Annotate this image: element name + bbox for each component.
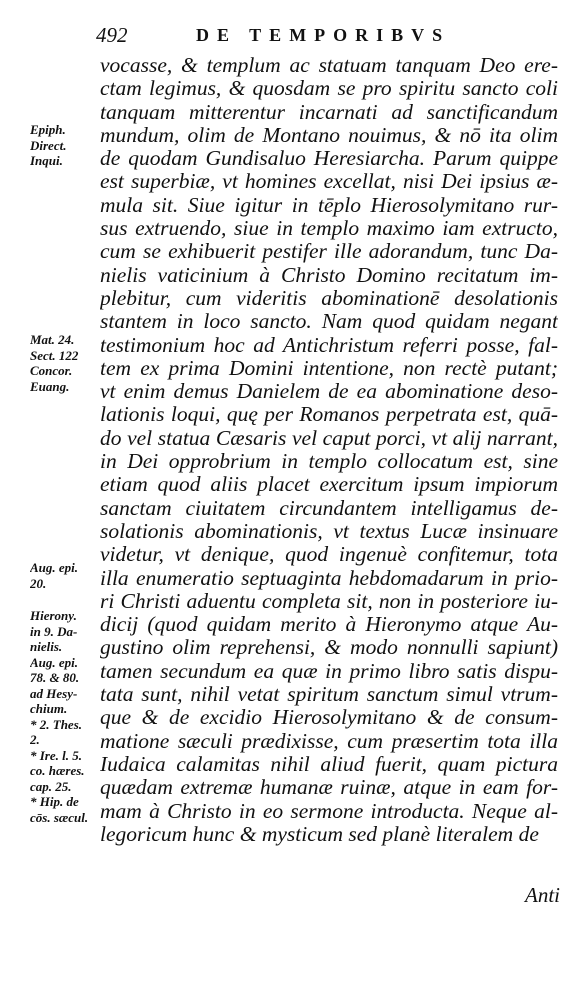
text-line: mula sit. Siue igitur in tēplo Hierosolymitano rur-: [100, 193, 558, 217]
text-line: do vel statua Cæsaris vel caput porci, vt alij narrant,: [100, 426, 558, 450]
margin-note-line: cōs. sæcul.: [30, 809, 89, 825]
margin-note-line: ad Hesy-: [30, 685, 78, 701]
text-line: tem ex prima Domini intentione, non rectè putant;: [100, 356, 558, 380]
text-line: in Dei opprobrium in templo collocatum est, sine: [100, 450, 558, 474]
margin-note-line: 2.: [30, 732, 40, 747]
text-line: nielis vaticinium à Christo Domino recitatum im-: [100, 263, 558, 287]
text-line: cum se exhibuerit pestifer ille adorandum, tunc Da-: [100, 240, 558, 264]
text-line: solationis abominationis, vt textus Lucæ insinuare: [100, 519, 558, 543]
text-line: tata sunt, nihil vetat spiritum sanctum simul vtrum-: [100, 683, 558, 707]
margin-note-line: Hierony.: [30, 608, 77, 623]
margin-note-line: Concor.: [30, 363, 73, 378]
page-header: [96, 18, 556, 52]
text-line: legoricum hunc & mysticum sed planè literalem de: [100, 822, 539, 846]
text-line: ctam legimus, & quosdam se pro spiritu sancto coli: [100, 77, 558, 101]
margin-note-line: in 9. Da-: [30, 623, 78, 639]
text-line: vt enim demus Danielem de ea abominatione deso-: [100, 380, 558, 404]
margin-note-hieron: [30, 608, 100, 825]
margin-note-line: * Ire. l. 5.: [30, 747, 82, 763]
text-line: etiam quod aliis placet exercitum ipsum impiorum: [100, 473, 558, 497]
margin-note-line: * Hip. de: [30, 794, 79, 809]
body-text: [100, 54, 558, 846]
running-title: DE TEMPORIBVS: [196, 25, 451, 45]
margin-note-line: Epiph.: [30, 122, 66, 137]
margin-note-line: 78. & 80.: [30, 670, 80, 685]
margin-note-aug: [30, 560, 100, 591]
margin-note-line: Mat. 24.: [30, 332, 75, 347]
page-number: 492: [96, 23, 128, 47]
margin-note-line: cap. 25.: [30, 778, 72, 794]
margin-note-line: chium.: [30, 701, 68, 716]
text-line: plebitur, cum videritis abominationē desolationis: [100, 286, 558, 310]
text-line: ri Christi aduentu completa sit, non in posteriore iu-: [100, 589, 558, 613]
text-line: est superbiæ, vt homines excellat, nisi Dei ipsius æ-: [100, 170, 558, 194]
margin-note-line: co. hæres.: [30, 763, 85, 778]
margin-note-line: * 2. Thes.: [30, 716, 82, 732]
margin-note-epiph: [30, 122, 100, 169]
text-line: sanctam ciuitatem circundantem intelligamus de-: [100, 496, 558, 520]
text-line: illa enumeratio septuaginta hebdomadarum in prio-: [100, 566, 558, 590]
text-line: que & de excidio Hierosolymitano & de consum-: [100, 706, 558, 730]
text-line: quædam extremæ humanæ ruinæ, atque in eam for-: [100, 776, 558, 800]
text-line: Iudaica calamitas nihil aliud fuerit, quam pictura: [100, 752, 558, 776]
margin-note-line: Inqui.: [30, 153, 63, 168]
text-line: mundum, olim de Montano nouimus, & nō ita olim: [100, 123, 558, 147]
text-line: dicij (quod quidam merito à Hieronymo atque Au-: [100, 613, 558, 637]
margin-note-mat: [30, 332, 100, 394]
text-line: vocasse, & templum ac statuam tanquam Deo ere-: [100, 54, 558, 77]
text-line: mam à Christo in eo sermone introducta. Neque al-: [100, 799, 558, 823]
margin-note-line: Direct.: [30, 137, 67, 153]
margin-note-line: nielis.: [30, 639, 63, 654]
margin-note-line: 20.: [30, 575, 47, 591]
text-line: stantem in loco sancto. Nam quod quidam negant: [100, 310, 558, 334]
text-line: gustino olim reprehensi, & modo nonnulli sapiunt): [100, 636, 558, 660]
text-line: sus extruendo, siue in templo maximo iam extructo,: [100, 217, 558, 241]
margin-note-line: Aug. epi.: [30, 654, 79, 670]
margin-note-line: Aug. epi.: [30, 560, 79, 575]
margin-note-line: Sect. 122: [30, 347, 79, 363]
text-line: testimonium hoc ad Antichristum referri posse, fal-: [100, 333, 558, 357]
catchword: Anti: [525, 883, 560, 907]
margin-note-line: Euang.: [30, 378, 70, 394]
text-line: matione sæculi prædixisse, cum præsertim tota illa: [100, 729, 558, 753]
text-line: tanquam mitterentur incarnati ad sanctificandum: [100, 100, 558, 124]
text-line: videtur, vt denique, quod ingenuè confitemur, tota: [100, 543, 558, 567]
text-line: de quodam Gundisaluo Heresiarcha. Parum quippe: [100, 147, 558, 171]
text-line: tamen secundum ea quæ in primo libro satis dispu-: [100, 659, 558, 683]
text-line: lationis loqui, quę per Romanos perpetrata est, quā-: [100, 403, 558, 427]
